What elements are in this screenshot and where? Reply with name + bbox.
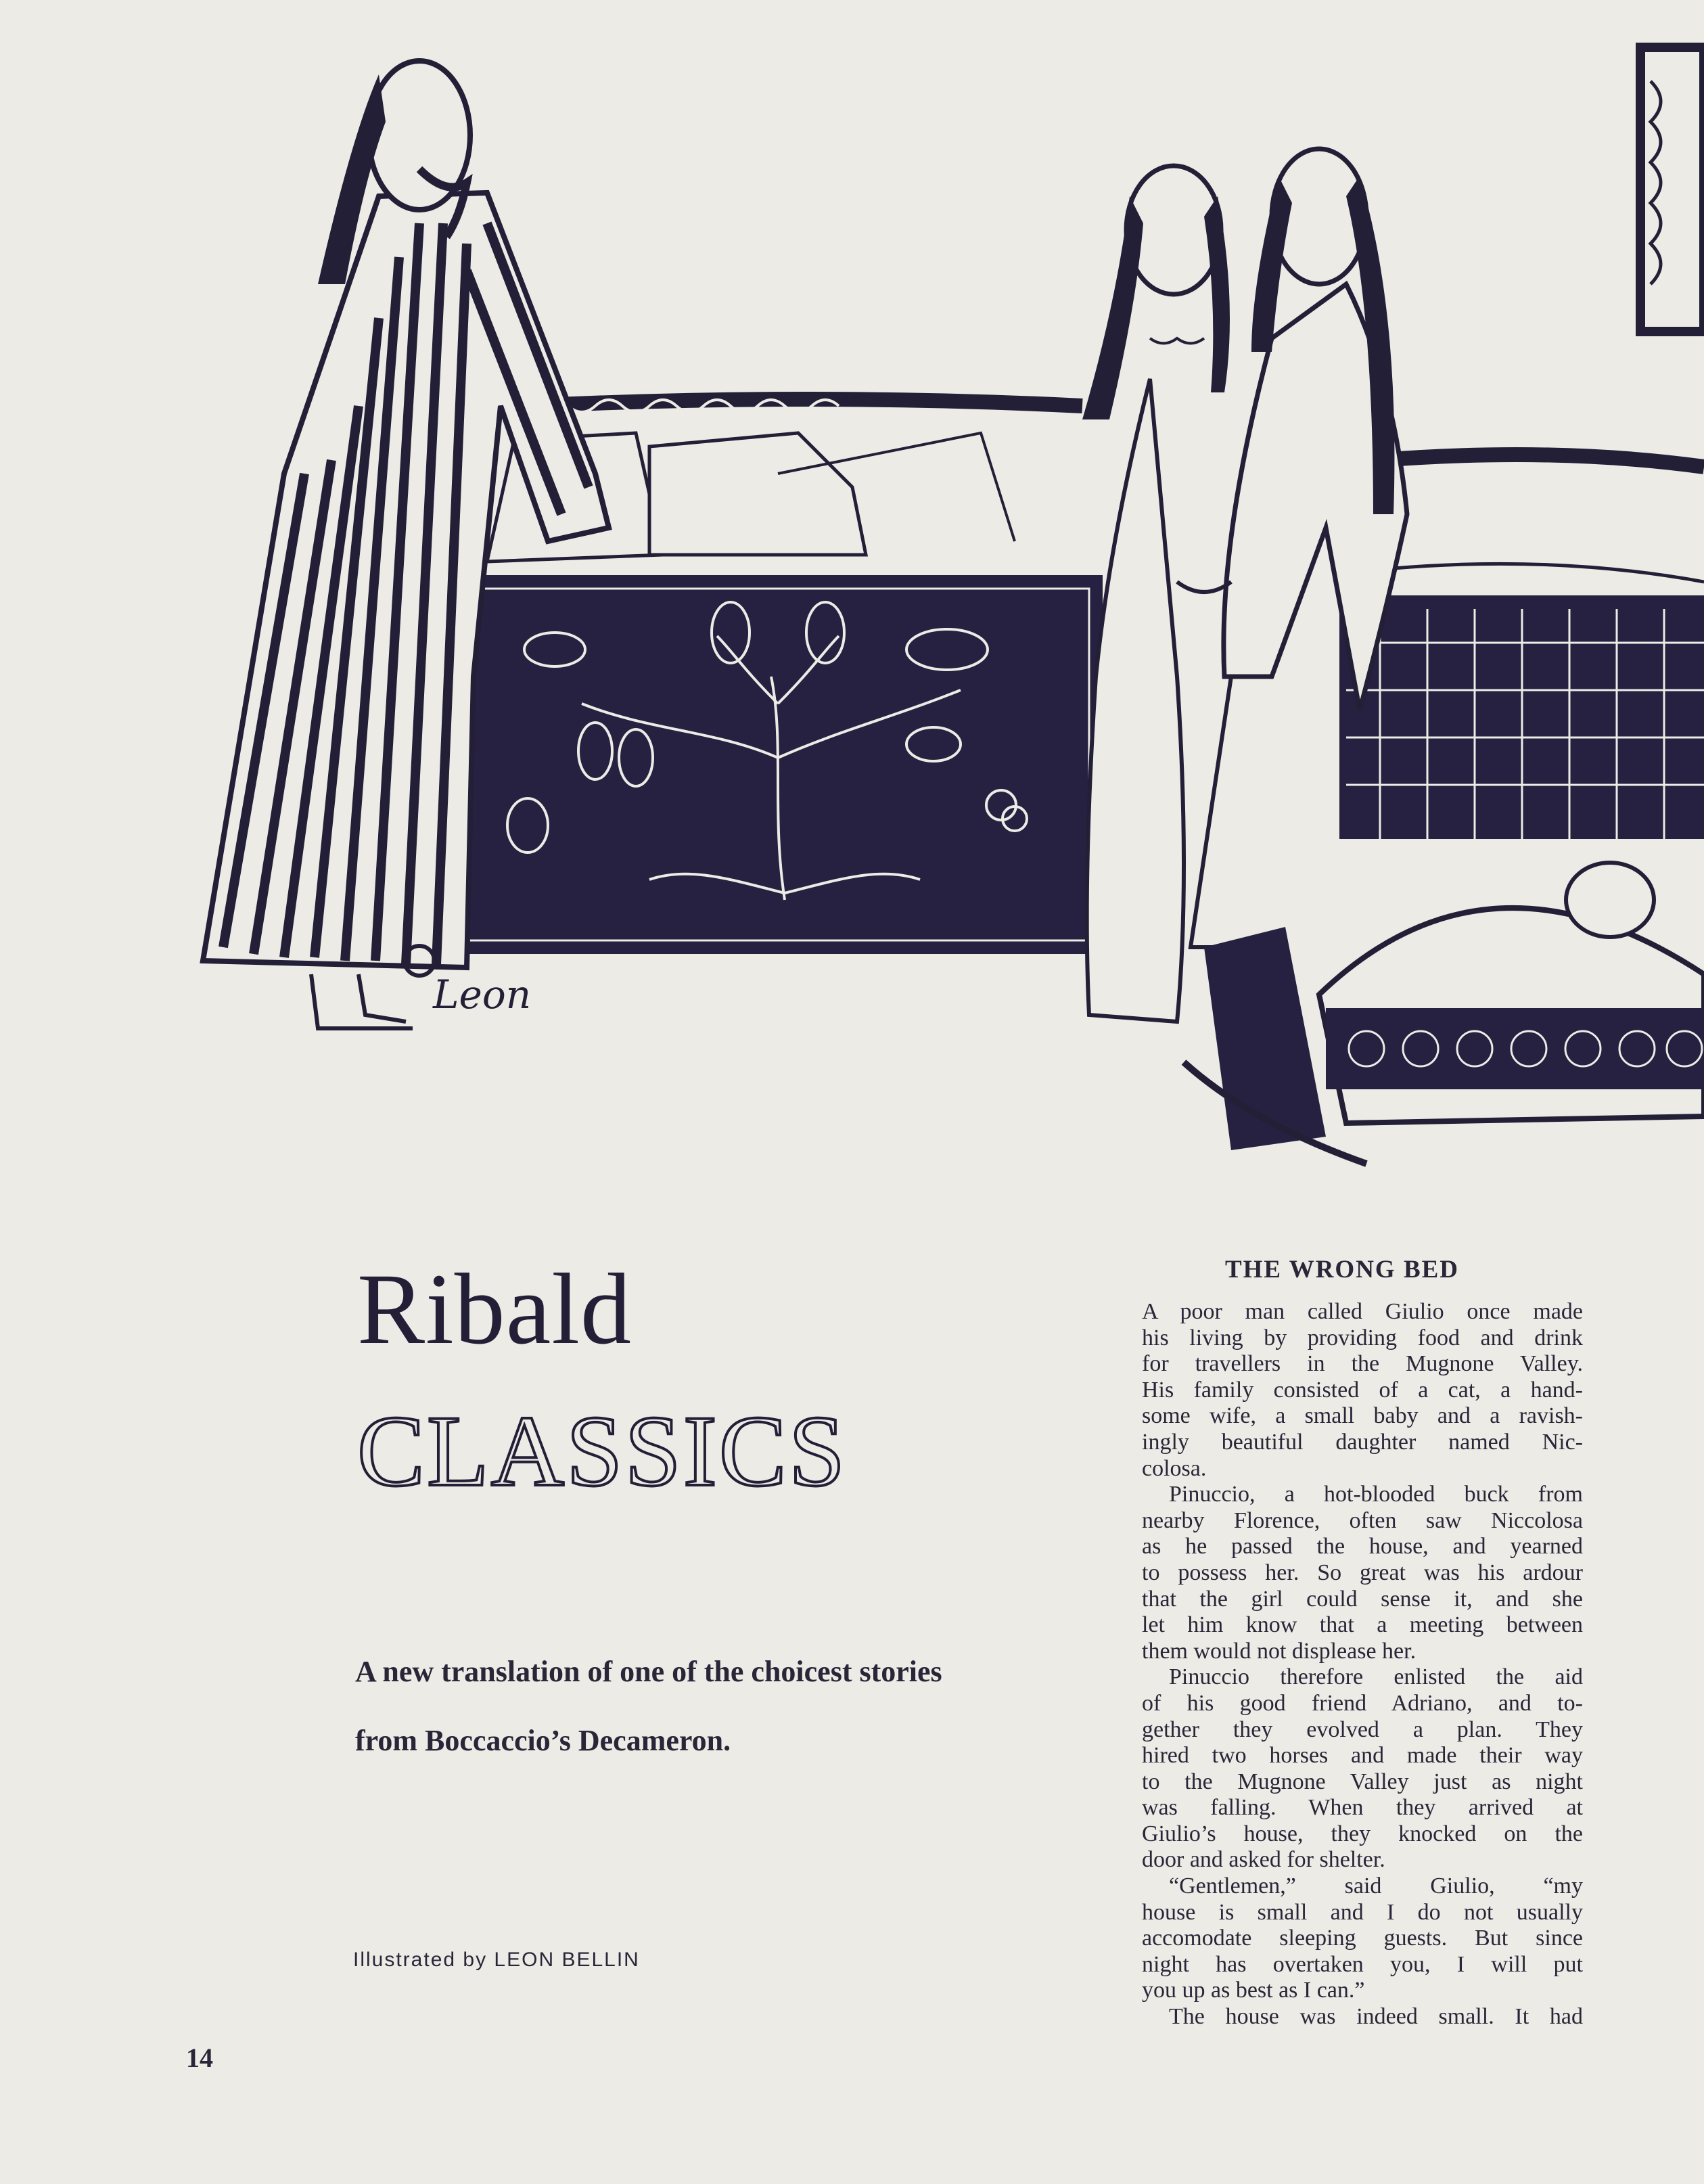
story-line: gether they evolved a plan. They	[1142, 1716, 1583, 1742]
story-line: of his good friend Adriano, and to-	[1142, 1690, 1583, 1716]
story-column	[1142, 1299, 1583, 2030]
subtitle-line-2: from Boccaccio’s Decameron.	[355, 1724, 731, 1757]
story-line: night has overtaken you, I will put	[1142, 1951, 1583, 1977]
story-line: to the Mugnone Valley just as night	[1142, 1769, 1583, 1794]
story-line: you up as best as I can.”	[1142, 1978, 1365, 2003]
story-line: His family consisted of a cat, a hand-	[1142, 1377, 1583, 1403]
story-line: hired two horses and made their way	[1142, 1743, 1583, 1769]
story-line: them would not displease her.	[1142, 1638, 1417, 1664]
title-line-1: Ribald	[357, 1253, 632, 1365]
story-line: Pinuccio, a hot-blooded buck from	[1169, 1482, 1583, 1507]
story-line: to possess her. So great was his ardour	[1142, 1560, 1583, 1585]
story-heading: THE WRONG BED	[1224, 1256, 1460, 1283]
story-line: colosa.	[1142, 1455, 1207, 1481]
story-line: let him know that a meeting between	[1142, 1612, 1583, 1638]
story-line: his living by providing food and drink	[1142, 1325, 1583, 1350]
story-line: A poor man called Giulio once made	[1142, 1299, 1583, 1324]
story-line: “Gentlemen,” said Giulio, “my	[1169, 1873, 1583, 1899]
story-line: door and asked for shelter.	[1142, 1847, 1385, 1873]
story-line: Giulio’s house, they knocked on the	[1142, 1821, 1583, 1846]
page-number: 14	[186, 2043, 213, 2073]
story-line: accomodate sleeping guests. But since	[1142, 1926, 1583, 1951]
story-line: some wife, a small baby and a ravish-	[1142, 1403, 1583, 1429]
story-line: was falling. When they arrived at	[1142, 1795, 1583, 1821]
artist-signature: Leon	[433, 972, 532, 1018]
title-line-2: CLASSICS	[357, 1395, 848, 1507]
story-line: The house was indeed small. It had	[1169, 2004, 1583, 2030]
illustrator-credit: Illustrated by LEON BELLIN	[353, 1949, 640, 1971]
story-line: house is small and I do not usually	[1142, 1899, 1583, 1925]
story-line: as he passed the house, and yearned	[1142, 1534, 1583, 1560]
story-line: for travellers in the Mugnone Valley.	[1142, 1351, 1583, 1377]
story-line: Pinuccio therefore enlisted the aid	[1169, 1664, 1583, 1690]
subtitle	[355, 1637, 1086, 1775]
subtitle-line-1: A new translation of one of the choicest stories	[355, 1655, 942, 1688]
story-line: ingly beautiful daughter named Nic-	[1142, 1429, 1583, 1455]
story-line: that the girl could sense it, and she	[1142, 1586, 1583, 1612]
story-line: nearby Florence, often saw Niccolosa	[1142, 1507, 1583, 1533]
